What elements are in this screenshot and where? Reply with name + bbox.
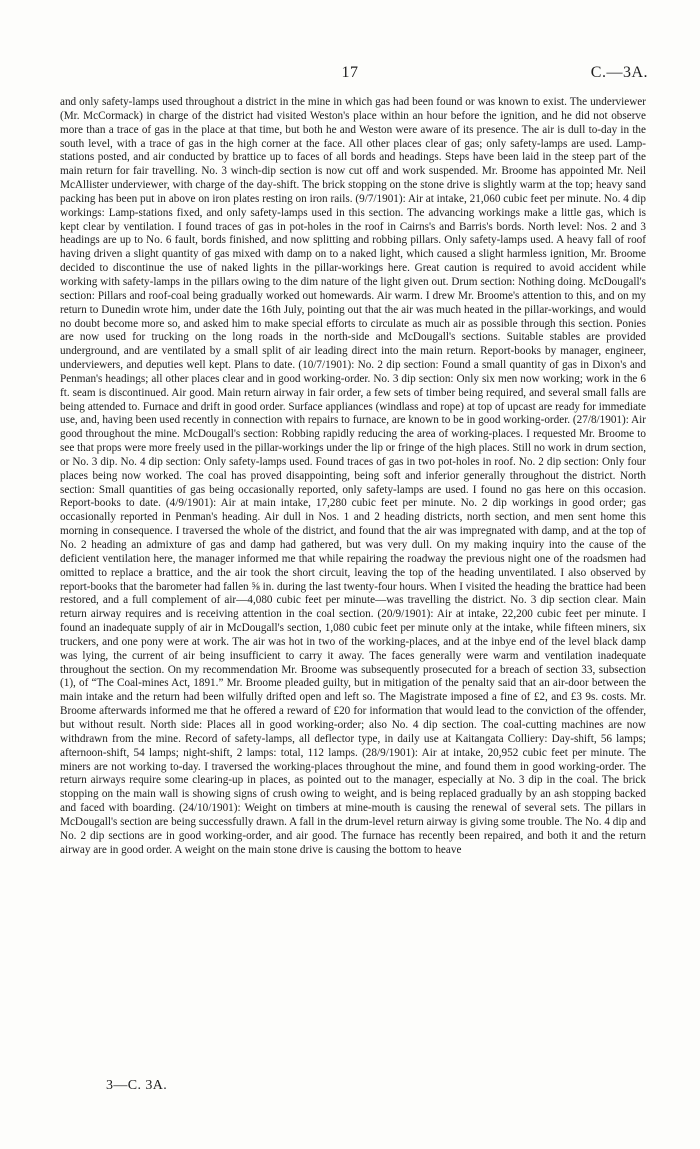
document-code: C.—3A. (590, 64, 648, 81)
page-number: 17 (341, 64, 359, 81)
body-text (60, 96, 646, 857)
body-paragraph: and only safety-lamps used throughout a district in the mine in which gas had been found or was known to exist. The underviewer (Mr. McCormack) in charge of the district had visited Weston's place within an hour before the ignition, and he did not observe more than a trace of gas in the place at that time, but both he and Weston were aware of its presence. The air is dull to-day in the south level, with a trace of gas in the high corner at the face. All other places clear of gas; only safety-lamps are used. Lamp-stations posted, and air conducted by brattice up to faces of all bords and headings. Steps have been laid in the steep part of the main return for fair travelling. No. 3 winch-dip section is now cut off and work suspended. Mr. Broome has appointed Mr. Neil McAllister underviewer, with charge of the day-shift. The brick stopping on the stone drive is slightly warm at the top; heavy sand packing has been put in above on iron plates resting on iron rails. (9/7/1901): Air at intake, 21,060 cubic feet per minute. No. 4 dip workings: Lamp-stations fixed, and only safety-lamps used in this section. The advancing workings make a little gas, which is kept clear by ventilation. I found traces of gas in pot-holes in the roof in Cairns's and Barris's bords. North level: Nos. 2 and 3 headings are up to No. 6 fault, bords finished, and now splitting and robbing pillars. Only safety-lamps used. A heavy fall of roof having driven a slight quantity of gas mixed with damp on to a naked light, which caused a slight harmless ignition, Mr. Broome decided to discontinue the use of naked lights in the pillar-workings here. Great caution is required to avoid accident while working with safety-lamps in the pillars owing to the dim nature of the light given out. Drum section: Nothing doing. McDougall's section: Pillars and roof-coal being gradually worked out homewards. Air warm. I drew Mr. Broome's attention to this, and on my return to Dunedin wrote him, under date the 16th July, pointing out that the air was much heated in the pillar-workings, and would no doubt become more so, and asked him to make special efforts to circulate as much air as possible through this section. Ponies are now used for trucking on the long roads in the north-side and McDougall's sections. Suitable stables are provided underground, and are ventilated by a small split of air leading direct into the main return. Report-books by manager, engineer, underviewers, and deputies well kept. Plans to date. (10/7/1901): No. 2 dip section: Found a small quantity of gas in Dixon's and Penman's headings; all other places clear and in good working-order. No. 3 dip section: Only six men now working; work in the 6 ft. seam is discontinued. Air good. Main return airway in fair order, a few sets of timber being required, and several small falls are being attended to. Furnace and drift in good order. Surface appliances (windlass and rope) at top of upcast are ready for immediate use, and, having been used recently in connection with repairs to furnace, are known to be in good working-order. (27/8/1901): Air good throughout the mine. McDougall's section: Robbing rapidly reducing the area of working-places. I requested Mr. Broome to see that props were more freely used in the pillar-workings under the lip or fringe of the high places. Still no work in drum section, or No. 3 dip. No. 4 dip section: Only safety-lamps used. Found traces of gas in two pot-holes in roof. No. 2 dip section: Only four places being now worked. The coal has proved disappointing, being soft and inferior generally throughout the district. North section: Small quantities of gas being occasionally reported, only safety-lamps are used. I found no gas here on this occasion. Report-books to date. (4/9/1901): Air at main intake, 17,280 cubic feet per minute. No. 2 dip workings in good order; gas occasionally reported in Penman's heading. Air dull in Nos. 1 and 2 heading districts, north section, and men sent home this morning in consequence. I traversed the whole of the district, and found that the air was impregnated with damp, and at the top of No. 2 heading an admixture of gas and damp had gathered, but was very dull. On my making inquiry into the cause of the deficient ventilation here, the manager informed me that while repairing the roadway the previous night one of the roadsmen had omitted to replace a brattice, and the air took the short circuit, leaving the top of the heading unventilated. I also observed by report-books that the barometer had fallen ⅝ in. during the last twenty-four hours. When I visited the heading the brattice had been restored, and a full complement of air—4,080 cubic feet per minute—was travelling the district. No. 3 dip section clear. Main return airway requires and is receiving attention in the coal section. (20/9/1901): Air at intake, 22,200 cubic feet per minute. I found an inadequate supply of air in McDougall's section, 1,080 cubic feet per minute only at the intake, while fifteen miners, six truckers, and one pony were at work. The air was hot in two of the working-places, and at the inbye end of the level black damp was lying, the current of air being insufficient to carry it away. The faces generally were warm and ventilation inadequate throughout the section. On my recommendation Mr. Broome was subsequently prosecuted for a breach of section 33, subsection (1), of “The Coal-mines Act, 1891.” Mr. Broome pleaded guilty, but in mitigation of the penalty said that an air-door between the main intake and the return had been wilfully drifted open and left so. The Magistrate imposed a fine of £2, and £3 9s. costs. Mr. Broome afterwards informed me that he offered a reward of £20 for information that would lead to the conviction of the offender, but without result. North side: Places all in good working-order; also No. 4 dip section. The coal-cutting machines are now withdrawn from the mine. Record of safety-lamps, all deflector type, in daily use at Kaitangata Colliery: Day-shift, 56 lamps; afternoon-shift, 54 lamps; night-shift, 2 lamps: total, 112 lamps. (28/9/1901): Air at intake, 20,952 cubic feet per minute. The miners are not working to-day. I traversed the working-places throughout the mine, and found them in good working-order. The return airways require some clearing-up in places, as pointed out to the manager, especially at No. 3 dip in the coal. The brick stopping on the main wall is showing signs of crush owing to weight, and is being replaced gradually by an ash stopping backed and faced with boarding. (24/10/1901): Weight on timbers at mine-mouth is causing the renewal of several sets. The pillars in McDougall's section are being successfully drawn. A fall in the drum-level return airway is giving some trouble. The No. 4 dip and No. 2 dip sections are in good working-order, and air good. The furnace has recently been repaired, and both it and the return airway are in good order. A weight on the main stone drive is causing the bottom to heave (60, 96, 646, 856)
footer-signature-code: 3—C. 3A. (106, 1078, 168, 1093)
page-header (0, 64, 700, 88)
